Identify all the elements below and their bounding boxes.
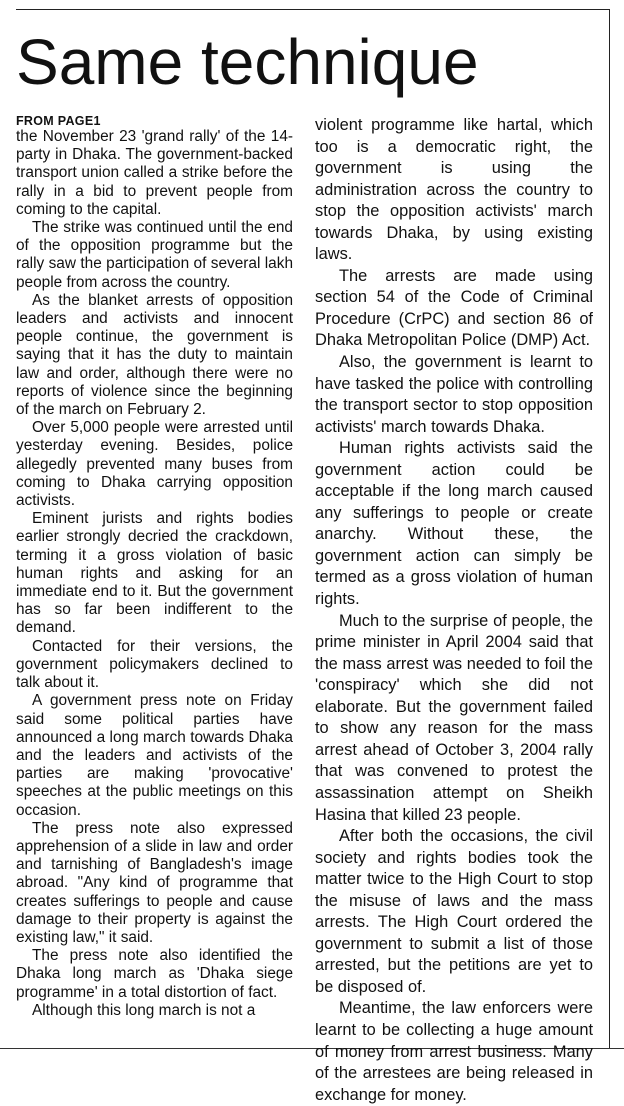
paragraph: the November 23 'grand rally' of the 14-party in Dhaka. The government-backed transport union called a strike before the rally in a bid to prevent people from coming to the capital.	[16, 128, 293, 218]
paragraph: After both the occasions, the civil society and rights bodies took the matter twice to the High Court to stop the misuse of laws and the mass arrests. The High Court ordered the government to submit a list of those arrested, but the petitions are yet to be disposed of.	[315, 827, 593, 996]
paragraph: The press note also expressed apprehension of a slide in law and order and tarnishing of Bangladesh's image abroad. "Any kind of programme that creates sufferings to people and cause damage to their property is against the existing law," it said.	[16, 819, 293, 946]
article-column-right	[315, 115, 593, 1106]
paragraph: The arrests are made using section 54 of the Code of Criminal Procedure (CrPC) and section 86 of Dhaka Metropolitan Police (DMP) Act.	[315, 266, 593, 350]
paragraph: A government press note on Friday said some political parties have announced a long march towards Dhaka and the leaders and activists of the parties are making 'provocative' speeches at the public meetings on this occasion.	[16, 692, 293, 819]
paragraph: Human rights activists said the government action could be acceptable if the long march caused any sufferings to people or create anarchy. Without these, the government action can simply be termed as a gross violation of human rights.	[315, 439, 593, 609]
paragraph: Eminent jurists and rights bodies earlier strongly decried the crackdown, terming it a gross violation of basic human rights and asking for an immediate end to it. But the government has so far been indifferent to the demand.	[16, 510, 293, 637]
paragraph: Contacted for their versions, the government policymakers declined to talk about it.	[16, 637, 293, 692]
continuation-kicker: FROM PAGE1	[16, 114, 101, 128]
paragraph: The press note also identified the Dhaka long march as 'Dhaka siege programme' in a total distortion of fact.	[16, 947, 293, 1001]
paragraph: Much to the surprise of people, the prime minister in April 2004 said that the mass arrest was needed to foil the 'conspiracy' which she did not elaborate. But the government failed to show any reason for the mass arrest ahead of October 3, 2004 rally that was convened to protest the assassination attempt on Sheikh Hasina that killed 23 people.	[315, 611, 593, 824]
paragraph: As the blanket arrests of opposition leaders and activists and innocent people continue, the government is saying that it has the duty to maintain law and order, although there were no reports of violence since the beginning of the march on February 2.	[16, 291, 293, 419]
paragraph: The strike was continued until the end of the opposition programme but the rally saw the participation of several lakh people from across the country.	[16, 219, 293, 291]
article-column-left	[16, 114, 293, 1020]
paragraph: Meantime, the law enforcers were learnt to be collecting a huge amount of money from arrest business. Many of the arrestees are being released in exchange for money.	[315, 999, 593, 1104]
paragraph: Although this long march is not a	[32, 1001, 256, 1019]
paragraph: Over 5,000 people were arrested until yesterday evening. Besides, police allegedly prevented many buses from coming to Dhaka carrying opposition activists.	[16, 419, 293, 510]
paragraph: violent programme like hartal, which too is a democratic right, the government is using the administration across the country to stop the opposition activists' march towards Dhaka, by using existing laws.	[315, 116, 593, 264]
top-border-rule	[16, 0, 609, 10]
paragraph: Also, the government is learnt to have tasked the police with controlling the transport sector to stop opposition activists' march towards Dhaka.	[315, 353, 593, 436]
right-border-rule	[609, 9, 610, 1049]
article-headline: Same technique	[16, 26, 479, 98]
